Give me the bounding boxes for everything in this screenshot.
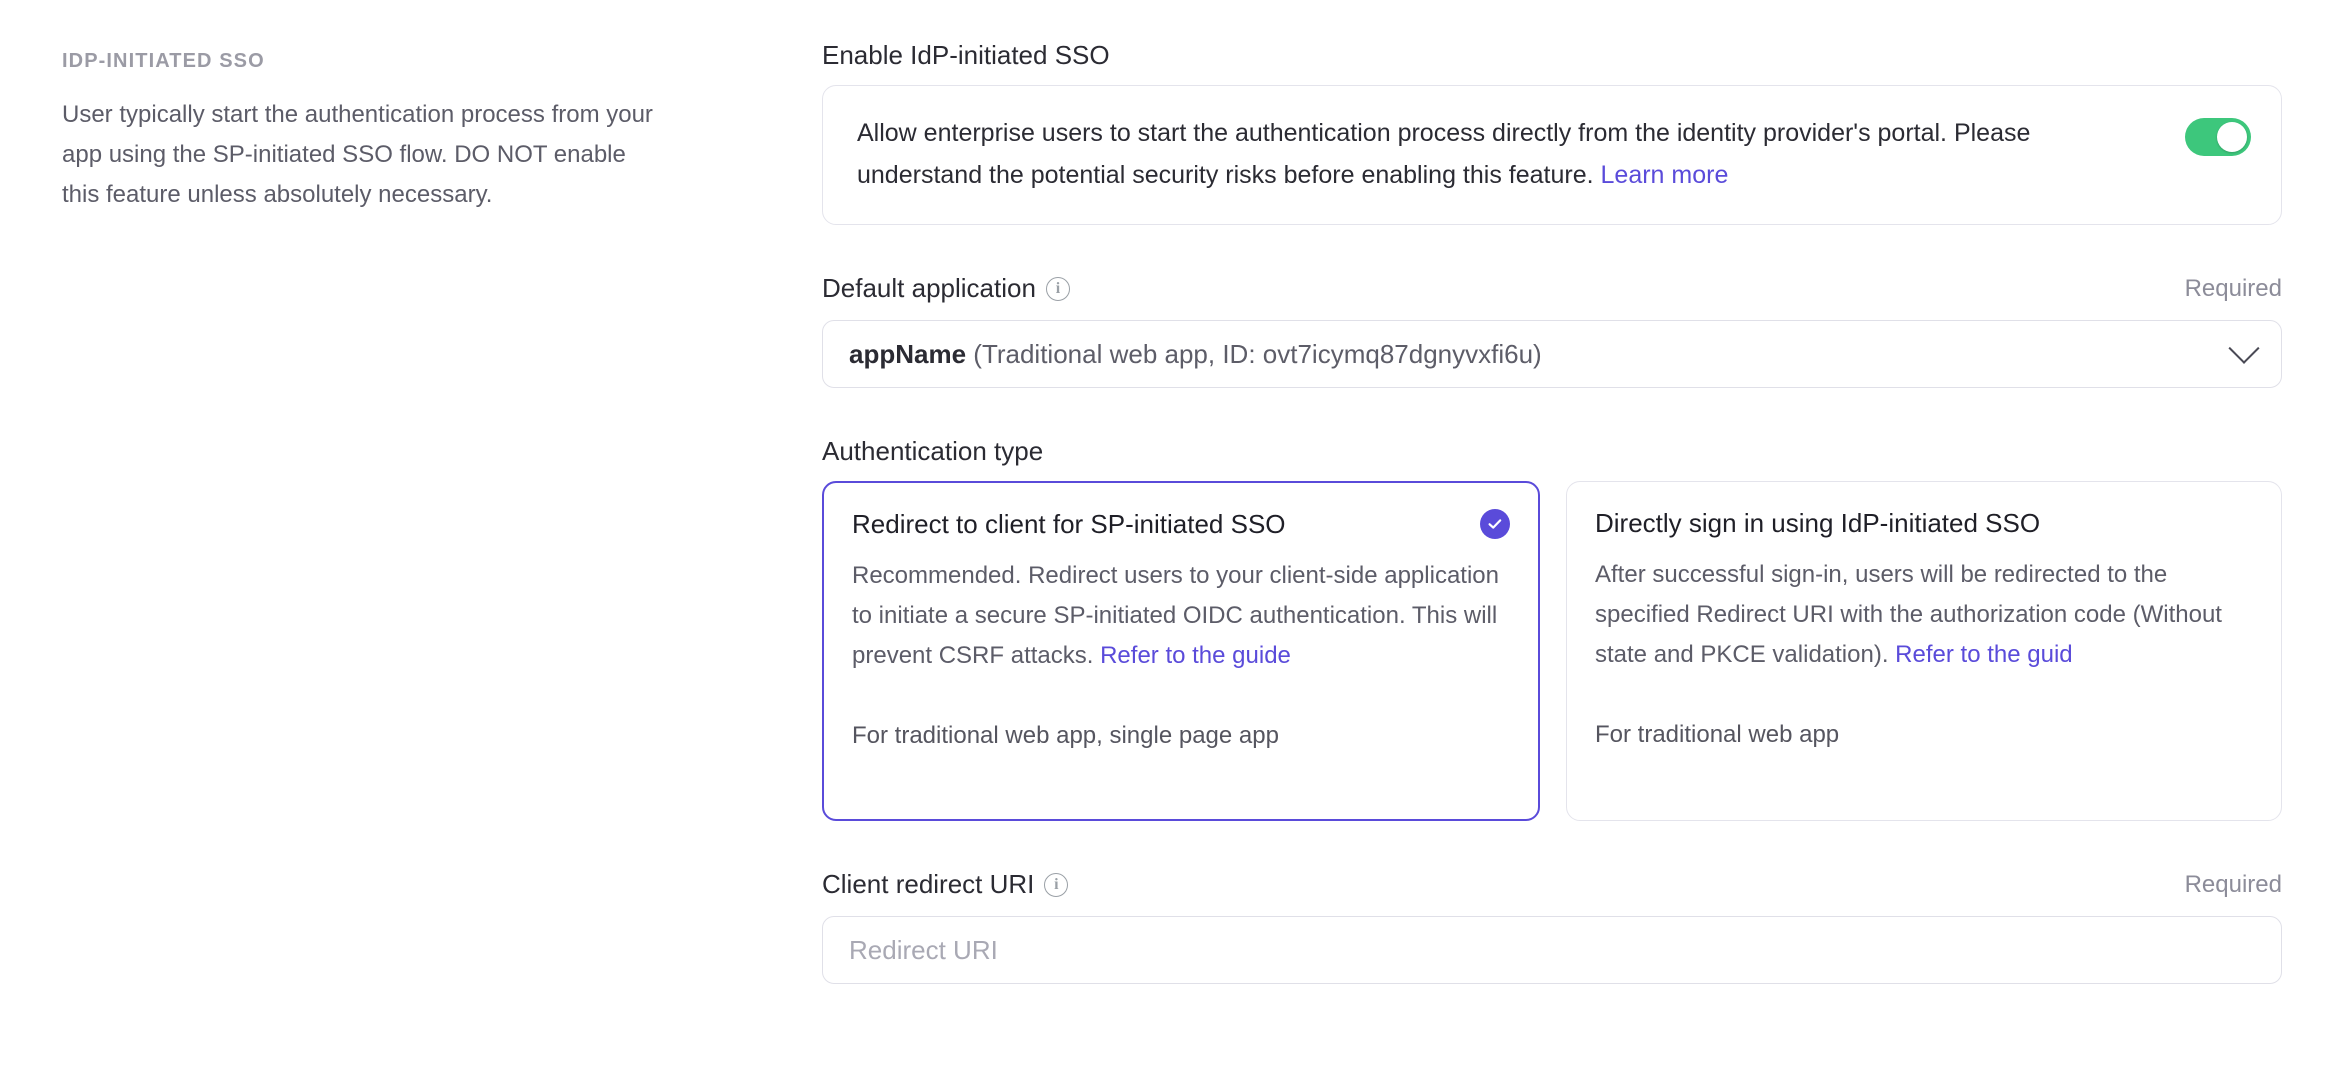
auth-option-directly-sign-in[interactable] bbox=[1566, 481, 2282, 821]
toggle-knob bbox=[2217, 122, 2247, 152]
client-redirect-uri-label-group bbox=[822, 869, 1068, 900]
client-redirect-uri-required: Required bbox=[2184, 870, 2282, 898]
default-application-label: Default application bbox=[822, 273, 1036, 303]
learn-more-link[interactable]: Learn more bbox=[1600, 161, 1729, 189]
auth-option-redirect-to-client[interactable] bbox=[822, 481, 1540, 821]
auth-option-description-text: After successful sign-in, users will be redirected to the specified Redirect URI with the authorization code (Without state and PKCE validation). bbox=[1595, 561, 2222, 668]
enable-idp-sso-label: Enable IdP-initiated SSO bbox=[822, 40, 1110, 70]
auth-option-footnote: For traditional web app bbox=[1595, 721, 1840, 748]
chevron-down-icon bbox=[2228, 333, 2259, 364]
info-icon[interactable]: i bbox=[1046, 277, 1070, 301]
default-application-select[interactable] bbox=[822, 320, 2282, 388]
auth-option-description bbox=[852, 556, 1508, 676]
default-application-label-group bbox=[822, 273, 1070, 304]
selected-check-icon bbox=[1480, 509, 1510, 539]
auth-option-guide-link[interactable]: Refer to the guid bbox=[1895, 641, 2073, 668]
authentication-type-label: Authentication type bbox=[822, 436, 1044, 466]
default-application-value bbox=[849, 339, 1542, 370]
auth-option-description bbox=[1595, 555, 2251, 675]
auth-option-title: Directly sign in using IdP-initiated SSO bbox=[1595, 508, 2041, 538]
enable-idp-sso-card bbox=[822, 85, 2282, 225]
enable-idp-sso-description bbox=[857, 112, 2157, 196]
section-eyebrow: IDP-INITIATED SSO bbox=[62, 50, 265, 72]
client-redirect-uri-label-row bbox=[822, 869, 2282, 900]
enable-idp-sso-description-text: Allow enterprise users to start the authentication process directly from the identity provider's portal. Please understand the potential security risks before enabling this feature. bbox=[857, 119, 2031, 189]
section-description: User typically start the authentication process from your app using the SP-initiated SSO flow. DO NOT enable this feature unless absolutely necessary. bbox=[62, 101, 653, 208]
enable-idp-sso-toggle[interactable] bbox=[2185, 118, 2251, 156]
auth-option-footnote: For traditional web app, single page app bbox=[852, 722, 1279, 749]
default-application-required: Required bbox=[2184, 274, 2282, 302]
settings-form-column bbox=[752, 40, 2282, 984]
auth-option-description-text: Recommended. Redirect users to your client-side application to initiate a secure SP-initiated OIDC authentication. This will prevent CSRF attacks. bbox=[852, 562, 1499, 669]
default-application-label-row bbox=[822, 273, 2282, 304]
client-redirect-uri-input-wrapper[interactable] bbox=[822, 916, 2282, 984]
client-redirect-uri-label: Client redirect URI bbox=[822, 869, 1035, 899]
client-redirect-uri-block bbox=[822, 869, 2282, 984]
client-redirect-uri-input[interactable] bbox=[849, 935, 2255, 966]
section-description-column bbox=[62, 40, 752, 984]
enable-idp-sso-block bbox=[822, 40, 2282, 225]
default-application-app-detail: (Traditional web app, ID: ovt7icymq87dgnyvxfi6u) bbox=[973, 338, 1542, 369]
default-application-app-name: appName bbox=[849, 338, 967, 369]
authentication-type-block bbox=[822, 436, 2282, 821]
auth-option-guide-link[interactable]: Refer to the guide bbox=[1100, 642, 1291, 669]
authentication-type-options bbox=[822, 481, 2282, 821]
default-application-block bbox=[822, 273, 2282, 388]
info-icon[interactable]: i bbox=[1044, 873, 1068, 897]
auth-option-title: Redirect to client for SP-initiated SSO bbox=[852, 509, 1286, 539]
